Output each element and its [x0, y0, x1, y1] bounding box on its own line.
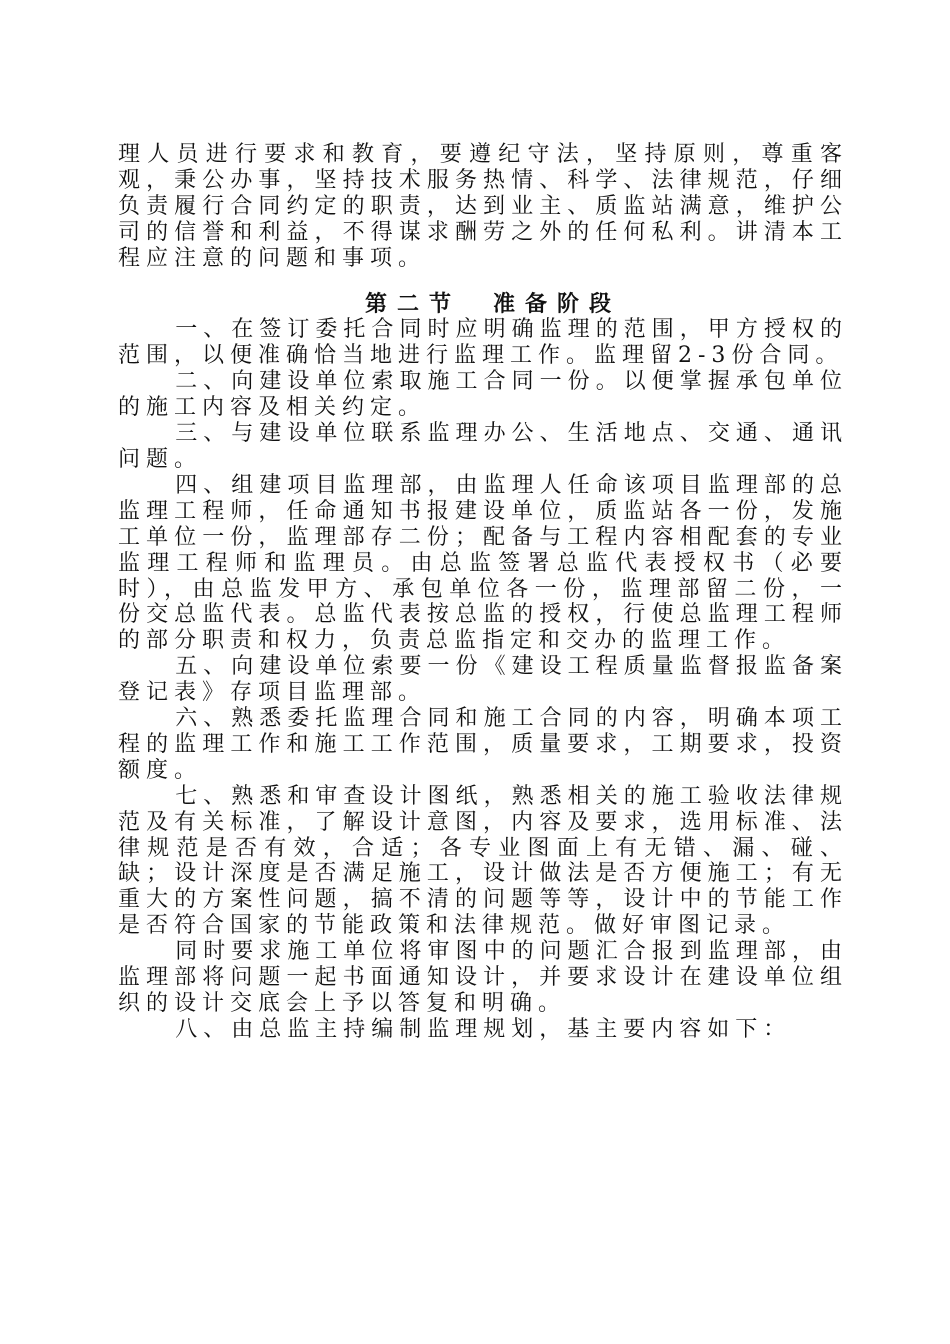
intro-paragraph: 理人员进行要求和教育，要遵纪守法，坚持原则，尊重客观，秉公办事，坚持技术服务热情、科学、法律规范，仔细负责履行合同约定的职责，达到业主、质监站满意，维护公司的信誉和利益，不得谋求酬劳之外的任何私利。讲清本工程应注意的问题和事项。: [118, 142, 848, 271]
section-heading: 第二节 准备阶段: [364, 290, 621, 317]
list-item: 五、向建设单位索要一份《建设工程质量监督报监备案登记表》存项目监理部。: [118, 654, 848, 706]
list-item: 六、熟悉委托监理合同和施工合同的内容，明确本项工程的监理工作和施工工作范围，质量要求，工期要求，投资额度。: [118, 706, 848, 783]
list-item: 二、向建设单位索取施工合同一份。以便掌握承包单位的施工内容及相关约定。: [118, 369, 848, 421]
document-body: [118, 142, 848, 1043]
list-item: 四、组建项目监理部，由监理人任命该项目监理部的总监理工程师，任命通知书报建设单位，质监站各一份，发施工单位一份，监理部存二份；配备与工程内容相配套的专业监理工程师和监理员。由总监签署总监代表授权书（必要时），由总监发甲方、承包单位各一份，监理部留二份，一份交总监代表。总监代表按总监的授权，行使总监理工程师的部分职责和权力，负责总监指定和交办的监理工作。: [118, 472, 848, 654]
list-item: 一、在签订委托合同时应明确监理的范围，甲方授权的范围，以便准确恰当地进行监理工作。监理留2-3份合同。: [118, 317, 848, 369]
list-item: 七、熟悉和审查设计图纸，熟悉相关的施工验收法律规范及有关标准，了解设计意图，内容及要求，选用标准、法律规范是否有效，合适；各专业图面上有无错、漏、碰、缺；设计深度是否满足施工，设计做法是否方便施工；有无重大的方案性问题，搞不清的问题等等，设计中的节能工作是否符合国家的节能政策和法律规范。做好审图记录。: [118, 783, 848, 939]
list-item: 同时要求施工单位将审图中的问题汇合报到监理部，由监理部将问题一起书面通知设计，并要求设计在建设单位组织的设计交底会上予以答复和明确。: [118, 939, 848, 1016]
list-item: 三、与建设单位联系监理办公、生活地点、交通、通讯问题。: [118, 421, 848, 472]
list-item: 八、由总监主持编制监理规划，基主要内容如下：: [175, 1016, 792, 1042]
